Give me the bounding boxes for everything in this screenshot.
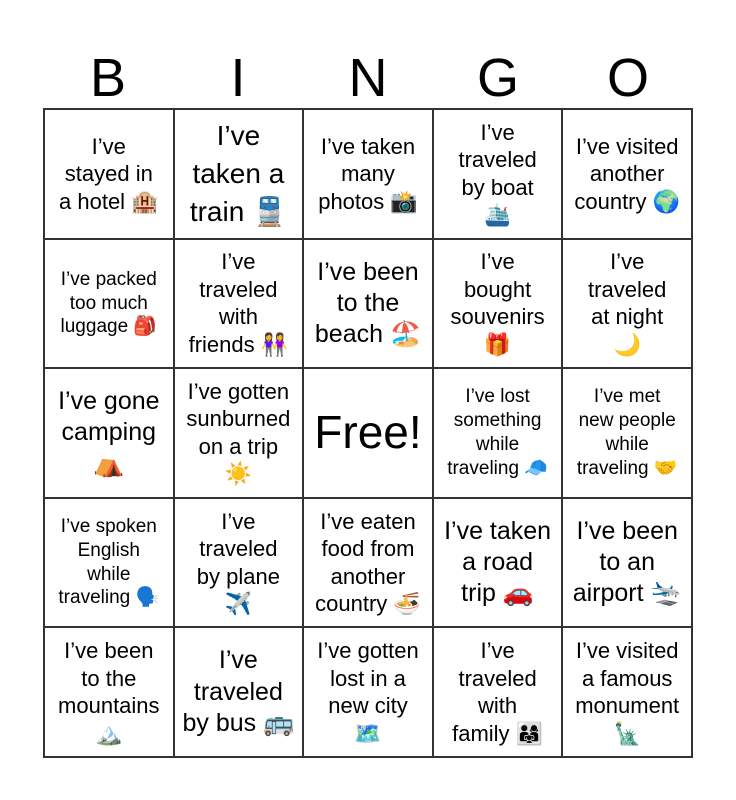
header-letter-i: I xyxy=(230,48,246,108)
bingo-cell[interactable] xyxy=(303,627,433,757)
cell-text: I’ve traveled by boat 🛳️ xyxy=(458,119,537,228)
bingo-cell[interactable] xyxy=(174,368,304,498)
cell-text: I’ve lost something while traveling 🧢 xyxy=(447,386,548,479)
bingo-cell[interactable] xyxy=(562,368,692,498)
cell-text: I’ve traveled at night 🌙 xyxy=(588,249,667,357)
bingo-cell[interactable] xyxy=(433,627,563,757)
bingo-cell[interactable] xyxy=(44,627,174,757)
cell-text: I’ve stayed in a hotel 🏨 xyxy=(59,133,159,214)
bingo-cell[interactable] xyxy=(303,109,433,239)
bingo-cell[interactable] xyxy=(174,498,304,628)
cell-text: I’ve taken a train 🚆 xyxy=(189,120,287,227)
bingo-cell[interactable] xyxy=(433,239,563,369)
cell-text: I’ve gone camping ⛺ xyxy=(58,387,160,478)
bingo-cell[interactable] xyxy=(562,498,692,628)
bingo-cell[interactable] xyxy=(433,109,563,239)
cell-text: I’ve met new people while traveling 🤝 xyxy=(576,386,678,479)
bingo-cell[interactable] xyxy=(174,239,304,369)
header-letter-o: O xyxy=(606,48,649,108)
cell-text: I’ve spoken English while traveling 🗣️ xyxy=(58,516,160,609)
bingo-cell[interactable] xyxy=(174,627,304,757)
cell-text: I’ve been to the beach 🏖️ xyxy=(314,257,422,349)
cell-text: I’ve traveled with friends 👭 xyxy=(188,249,289,357)
header-letter-b: B xyxy=(89,48,127,108)
cell-text: I’ve eaten food from another country 🍜 xyxy=(315,508,421,617)
bingo-cell[interactable] xyxy=(562,627,692,757)
cell-text: I’ve traveled by bus 🚌 xyxy=(182,646,295,737)
cell-text: I’ve visited a famous monument 🗽 xyxy=(575,638,680,746)
bingo-cell[interactable] xyxy=(44,109,174,239)
cell-text: I’ve traveled with family 👨‍👩‍👧 xyxy=(452,638,544,746)
bingo-cell[interactable] xyxy=(44,498,174,628)
bingo-cell[interactable] xyxy=(433,368,563,498)
bingo-cell[interactable] xyxy=(303,498,433,628)
cell-text: I’ve gotten lost in a new city 🗺️ xyxy=(317,638,419,746)
header-letter-n: N xyxy=(348,48,388,108)
bingo-cell[interactable] xyxy=(303,239,433,369)
cell-text: I’ve taken many photos 📸 xyxy=(318,133,418,214)
bingo-cell[interactable] xyxy=(44,368,174,498)
cell-text: I’ve visited another country 🌍 xyxy=(574,133,681,214)
cell-text: I’ve taken a road trip 🚗 xyxy=(444,516,552,608)
bingo-card-grid xyxy=(43,108,693,758)
cell-text: I’ve packed too much luggage 🎒 xyxy=(60,268,158,338)
cell-text: I’ve traveled by plane ✈️ xyxy=(196,508,280,617)
bingo-cell[interactable] xyxy=(44,239,174,369)
bingo-cell[interactable] xyxy=(562,109,692,239)
free-space-cell[interactable] xyxy=(303,368,433,498)
bingo-cell[interactable] xyxy=(433,498,563,628)
header-letter-g: G xyxy=(476,48,519,108)
bingo-cell[interactable] xyxy=(174,109,304,239)
free-space-label: Free! xyxy=(314,406,422,459)
cell-text: I’ve been to the mountains 🏔️ xyxy=(58,638,160,746)
bingo-header xyxy=(43,48,693,108)
cell-text: I’ve been to an airport 🛬 xyxy=(572,516,682,608)
bingo-cell[interactable] xyxy=(562,239,692,369)
cell-text: I’ve gotten sunburned on a trip ☀️ xyxy=(186,378,291,487)
cell-text: I’ve bought souvenirs 🎁 xyxy=(450,249,545,357)
